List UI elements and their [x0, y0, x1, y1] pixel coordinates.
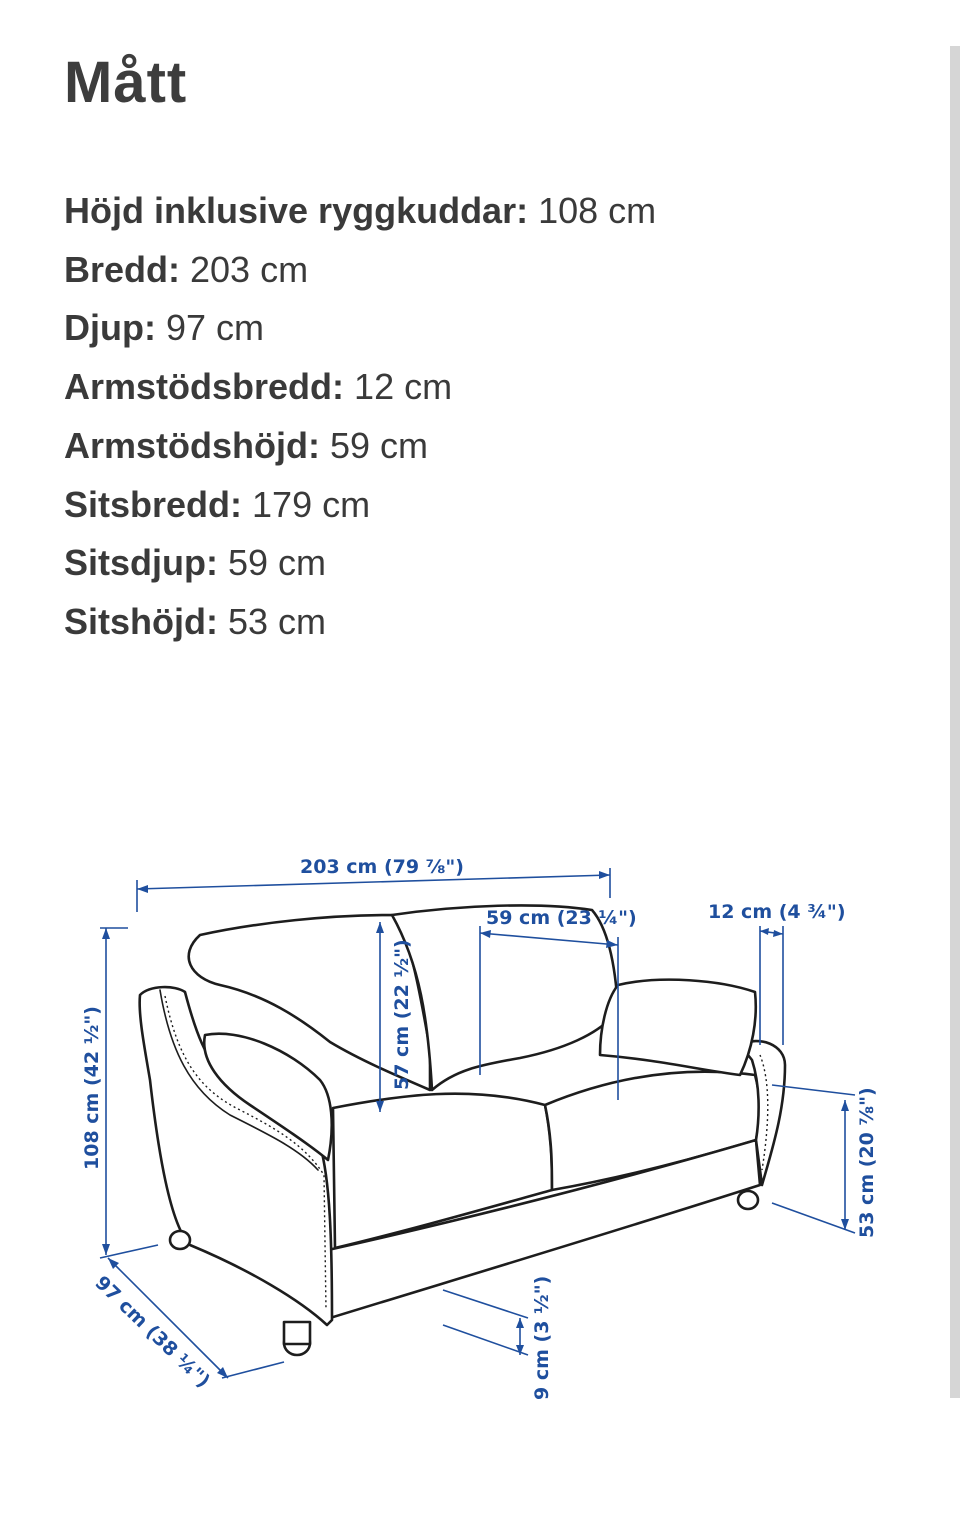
spec-label: Sitshöjd:: [64, 600, 218, 642]
arm-width-dimension-label: 12 cm (4 ¾"): [708, 901, 846, 923]
arm-cushion-right: [600, 980, 756, 1075]
spec-row-width: [64, 241, 914, 300]
spec-row-arm-height: [64, 417, 914, 476]
spec-label: Höjd inklusive ryggkuddar:: [64, 190, 529, 231]
spec-row-depth: [64, 299, 914, 358]
spec-value: 59 cm: [228, 542, 327, 584]
spec-row-seat-height: [64, 593, 914, 652]
spec-label: Armstödsbredd:: [64, 366, 345, 408]
spec-value: 59 cm: [330, 424, 429, 466]
spec-row-height: [64, 182, 914, 241]
seat-depth-dimension-label: 59 cm (23 ¼"): [486, 907, 637, 929]
spec-label: Sitsbredd:: [64, 483, 243, 525]
spec-label: Armstödshöjd:: [64, 424, 320, 466]
leg-back-left: [170, 1231, 190, 1249]
spec-label: Sitsdjup:: [64, 542, 218, 584]
sofa-dimension-diagram: [0, 820, 960, 1440]
sofa-illustration: [140, 905, 785, 1355]
dimension-leg-height: [443, 1276, 553, 1400]
width-dimension-label: 203 cm (79 ⅞"): [300, 856, 464, 878]
spec-row-arm-width: [64, 358, 914, 417]
leg-height-dimension-label: 9 cm (3 ½"): [531, 1275, 553, 1400]
page-title: Mått: [64, 50, 188, 115]
dimension-seat-height: [772, 1085, 878, 1238]
seat-height-dimension-label: 53 cm (20 ⅞"): [856, 1087, 878, 1238]
spec-value: 53 cm: [228, 600, 327, 642]
leg-front-right: [738, 1191, 758, 1209]
spec-row-seat-width: [64, 476, 914, 535]
spec-value: 12 cm: [354, 366, 453, 408]
depth-dimension-label: 97 cm (38 ¼"): [90, 1271, 215, 1393]
spec-list: [64, 182, 914, 652]
spec-value: 179 cm: [252, 483, 371, 525]
spec-row-seat-depth: [64, 534, 914, 593]
back-height-dimension-label: 57 cm (22 ½"): [391, 939, 413, 1090]
spec-value: 97 cm: [165, 307, 265, 349]
leg-front-left-post: [284, 1322, 310, 1344]
spec-label: Djup:: [64, 307, 156, 349]
spec-value: 203 cm: [190, 248, 309, 290]
spec-value: 108 cm: [538, 190, 657, 231]
total-height-dimension-label: 108 cm (42 ½"): [81, 1006, 103, 1170]
dimension-width: [137, 856, 610, 912]
spec-label: Bredd:: [64, 248, 180, 290]
dimension-total-height: [81, 928, 128, 1255]
